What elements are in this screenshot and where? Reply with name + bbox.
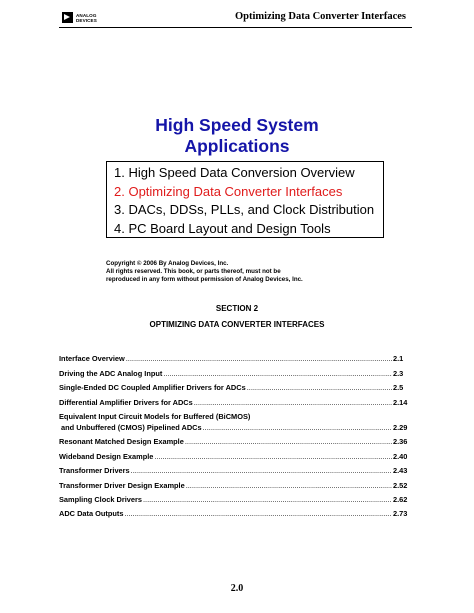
toc-entry bbox=[59, 392, 415, 406]
toc-entry-page: 2.62 bbox=[393, 494, 408, 504]
toc-leader-dots bbox=[126, 354, 392, 363]
toc-entry-title: Single-Ended DC Coupled Amplifier Drivers for ADCs bbox=[59, 383, 246, 393]
toc-entry-page: 2.36 bbox=[393, 437, 408, 447]
toc-entry-page: 2.43 bbox=[393, 466, 408, 476]
main-title-line-2: Applications bbox=[184, 136, 290, 156]
toc-entry-page: 2.52 bbox=[393, 480, 408, 490]
toc-entry bbox=[59, 407, 415, 421]
header-divider bbox=[59, 27, 412, 28]
toc-entry-title: Transformer Driver Design Example bbox=[59, 480, 185, 490]
toc-entry bbox=[59, 446, 415, 460]
page-number: 2.0 bbox=[230, 583, 244, 594]
toc-leader-dots bbox=[143, 495, 392, 504]
toc-entry bbox=[59, 349, 415, 363]
chapter-item-3: 3. DACs, DDSs, PLLs, and Clock Distribution bbox=[114, 202, 375, 218]
toc-entry-page: 2.1 bbox=[393, 354, 404, 364]
logo-triangle-icon bbox=[62, 12, 73, 23]
toc-entry bbox=[59, 378, 415, 392]
toc-leader-dots bbox=[124, 509, 392, 518]
toc-leader-dots bbox=[194, 398, 392, 407]
toc-entry-title: Resonant Matched Design Example bbox=[59, 437, 184, 447]
toc-leader-dots bbox=[163, 369, 392, 378]
analog-devices-logo bbox=[62, 12, 97, 23]
section-label: SECTION 2 bbox=[215, 304, 259, 313]
toc-entry bbox=[59, 490, 415, 504]
toc-leader-dots bbox=[203, 423, 392, 432]
chapter-list-box bbox=[106, 161, 384, 238]
main-title bbox=[0, 115, 474, 157]
copyright-notice bbox=[106, 260, 303, 285]
toc-leader-dots bbox=[154, 452, 392, 461]
toc-entry bbox=[59, 461, 415, 475]
toc-entry-title: Wideband Design Example bbox=[59, 451, 154, 461]
toc-entry-page: 2.5 bbox=[393, 383, 404, 393]
logo-line-1: ANALOG bbox=[76, 12, 97, 18]
copyright-line-2: All rights reserved. This book, or parts thereof, must not be bbox=[106, 268, 281, 276]
toc-entry-page: 2.3 bbox=[393, 368, 404, 378]
toc-entry bbox=[59, 504, 415, 518]
toc-entry-title: Sampling Clock Drivers bbox=[59, 494, 142, 504]
chapter-item-1: 1. High Speed Data Conversion Overview bbox=[114, 165, 355, 180]
toc-entry-page: 2.29 bbox=[393, 422, 408, 432]
table-of-contents bbox=[59, 349, 415, 518]
toc-entry-title: Transformer Drivers bbox=[59, 466, 130, 476]
toc-entry bbox=[59, 432, 415, 446]
toc-entry-title: Interface Overview bbox=[59, 354, 125, 364]
copyright-line-3: reproduced in any form without permission of Analog Devices, Inc. bbox=[106, 276, 303, 284]
toc-leader-dots bbox=[186, 481, 392, 490]
header-title: Optimizing Data Converter Interfaces bbox=[235, 11, 406, 22]
toc-entry-title: ADC Data Outputs bbox=[59, 509, 124, 519]
toc-leader-dots bbox=[247, 383, 392, 392]
toc-leader-dots bbox=[131, 466, 392, 475]
toc-entry bbox=[59, 363, 415, 377]
toc-entry-page: 2.14 bbox=[393, 397, 408, 407]
chapter-item-2: 2. Optimizing Data Converter Interfaces bbox=[114, 183, 343, 199]
toc-entry-title: Driving the ADC Analog Input bbox=[59, 368, 163, 378]
logo-text bbox=[76, 13, 97, 23]
copyright-line-1: Copyright © 2006 By Analog Devices, Inc. bbox=[106, 260, 229, 267]
section-title: OPTIMIZING DATA CONVERTER INTERFACES bbox=[149, 320, 325, 329]
toc-entry bbox=[59, 475, 415, 489]
logo-line-2: DEVICES bbox=[76, 17, 97, 23]
toc-entry-page: 2.73 bbox=[393, 509, 408, 519]
main-title-line-1: High Speed System bbox=[155, 115, 319, 135]
toc-entry-page: 2.40 bbox=[393, 451, 408, 461]
chapter-item-4: 4. PC Board Layout and Design Tools bbox=[114, 220, 331, 236]
toc-entry-title: Equivalent Input Circuit Models for Buffered (BiCMOS) bbox=[59, 411, 251, 421]
toc-entry-title: and Unbuffered (CMOS) Pipelined ADCs bbox=[59, 422, 202, 432]
toc-entry bbox=[59, 421, 415, 432]
toc-entry-title: Differential Amplifier Drivers for ADCs bbox=[59, 397, 193, 407]
toc-leader-dots bbox=[185, 437, 392, 446]
